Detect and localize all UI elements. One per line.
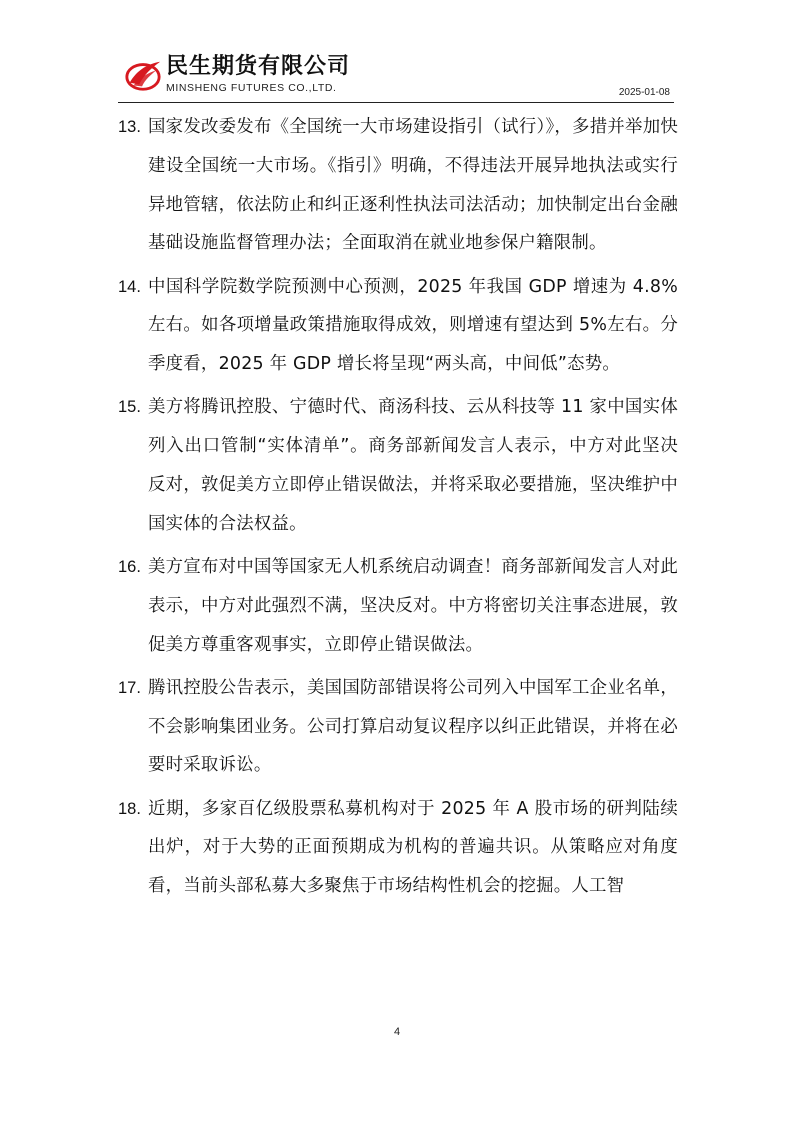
news-item: [118, 548, 678, 664]
item-number: 15.: [118, 398, 141, 417]
item-number: 16.: [118, 557, 141, 576]
news-item: [118, 388, 678, 543]
news-list: [118, 108, 678, 910]
item-number: 13.: [118, 118, 141, 136]
minsheng-logo-icon: [124, 56, 162, 94]
item-text: 中国科学院数学院预测中心预测，2025 年我国 GDP 增速为 4.8%左右。如各项增量政策措施取得成效，则增速有望达到 5%左右。分季度看，2025 年 GDP 增长将呈现“两头高，中间低”态势。: [148, 276, 678, 375]
report-date: 2025-01-08: [618, 87, 670, 98]
news-item: [118, 268, 678, 384]
item-text: 国家发改委发布《全国统一大市场建设指引（试行）》，多措并举加快建设全国统一大市场。《指引》明确，不得违法开展异地执法或实行异地管辖，依法防止和纠正逐利性执法司法活动；加快制定出台金融基础设施监督管理办法；全面取消在就业地参保户籍限制。: [148, 117, 678, 254]
item-number: 18.: [118, 799, 141, 818]
page-number: 4: [393, 1026, 401, 1038]
news-item: [118, 790, 678, 906]
item-text: 美方将腾讯控股、宁德时代、商汤科技、云从科技等 11 家中国实体列入出口管制“实体清单”。商务部新闻发言人表示，中方对此坚决反对，敦促美方立即停止错误做法，并将采取必要措施，坚决维护中国实体的合法权益。: [148, 397, 678, 534]
news-item: [118, 108, 678, 263]
item-number: 14.: [118, 277, 141, 296]
item-text: 近期，多家百亿级股票私募机构对于 2025 年 A 股市场的研判陆续出炉，对于大势的正面预期成为机构的普遍共识。从策略应对角度看，当前头部私募大多聚焦于市场结构性机会的挖掘。人工智: [148, 798, 678, 897]
news-item: [118, 669, 678, 785]
company-name-cn: 民生期货有限公司: [166, 54, 351, 79]
company-name-en: MINSHENG FUTURES CO.,LTD.: [166, 82, 337, 94]
item-text: 美方宣布对中国等国家无人机系统启动调查！商务部新闻发言人对此表示，中方对此强烈不满，坚决反对。中方将密切关注事态进展，敦促美方尊重客观事实，立即停止错误做法。: [148, 556, 678, 655]
item-text: 腾讯控股公告表示，美国国防部错误将公司列入中国军工企业名单，不会影响集团业务。公司打算启动复议程序以纠正此错误，并将在必要时采取诉讼。: [148, 677, 678, 776]
item-number: 17.: [118, 678, 141, 697]
page-header: [118, 52, 674, 103]
